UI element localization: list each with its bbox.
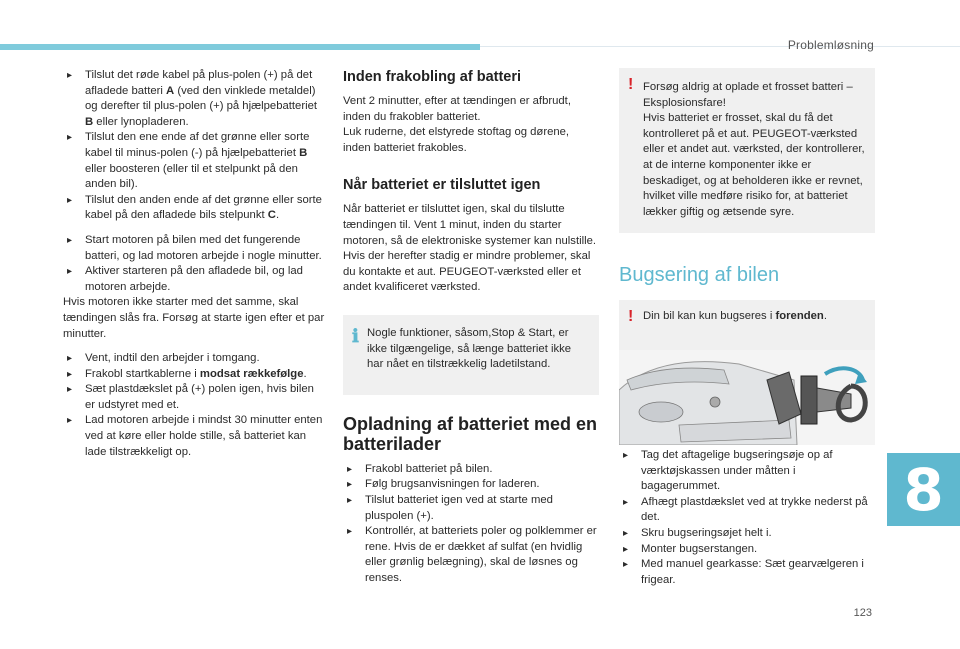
heading-before-disconnect: Inden frakobling af batteri: [343, 69, 522, 85]
paragraph: Luk ruderne, det elstyrede stoftag og dørene, inden batteriet frakobles.: [343, 126, 570, 154]
header-rule: [480, 46, 960, 47]
column-middle: [343, 66, 599, 586]
header-accent-bar: [0, 44, 480, 50]
restart-note: Hvis motoren ikke starter med det samme, skal tændingen slås fra. Forsøg at starte igen efter et par minutter.: [63, 296, 325, 340]
arrow-bullet-icon: ▸: [623, 496, 629, 508]
list-item: ▸ Tilslut den ene ende af det grønne eller sorte kabel til minus-polen (-) på hjælpebatteriet B eller boosteren (eller til et stelpunkt på den anden bil).: [67, 131, 310, 191]
arrow-bullet-icon: ▸: [347, 463, 353, 475]
arrow-bullet-icon: ▸: [67, 132, 73, 144]
list-item: ▸ Afhægt plastdækslet ved at trykke nederst på det.: [623, 495, 868, 524]
warning-text: Din bil kan kun bugseres i forenden.: [643, 310, 827, 323]
arrow-bullet-icon: ▸: [623, 559, 629, 571]
list-item: ▸ Følg brugsanvisningen for laderen.: [343, 477, 599, 493]
bullet-list-connect: [63, 68, 325, 224]
arrow-bullet-icon: ▸: [67, 266, 73, 278]
page-number: 123: [853, 607, 872, 619]
list-item: ▸ Tilslut det røde kabel på plus-polen (+) på det afladede batteri A (ved den vinklede metaldel) og derefter til plus-polen (+) på hjælpebatteriet B eller lynopladeren.: [67, 69, 318, 128]
arrow-bullet-icon: ▸: [67, 194, 73, 206]
list-item: ▸ Sæt plastdækslet på (+) polen igen, hvis bilen er udstyret med et.: [67, 383, 314, 411]
list-item: ▸ Aktiver starteren på den afladede bil, og lad motoren arbejde.: [67, 265, 303, 293]
arrow-bullet-icon: ▸: [67, 353, 73, 365]
towing-eye-illustration: [619, 350, 875, 445]
list-item: ▸ Frakobl startkablerne i modsat rækkefølge.: [63, 367, 325, 383]
arrow-bullet-icon: ▸: [67, 384, 73, 396]
bullet-list-charging: [343, 462, 599, 587]
paragraph: Vent 2 minutter, efter at tændingen er afbrudt, inden du frakobler batteriet.: [343, 95, 571, 123]
list-item: ▸ Tilslut batteriet igen ved at starte med pluspolen (+).: [347, 493, 553, 522]
list-item: ▸ Lad motoren arbejde i mindst 30 minutter enten ved at køre eller holde stille, så batteriet kan lade tilstrækkeligt op.: [67, 414, 323, 458]
column-right: [619, 68, 875, 350]
list-item: ▸ Start motoren på bilen med det fungerende batteri, og lad motoren arbejde i nogle minutter.: [67, 233, 322, 262]
chapter-tab: 8: [887, 453, 960, 526]
bullet-list-towing: [619, 448, 875, 588]
arrow-bullet-icon: ▸: [67, 368, 73, 380]
list-item: ▸ Monter bugserstangen.: [619, 542, 875, 558]
info-text: Nogle funktioner, såsom,Stop & Start, er ikke tilgængelige, så længe batteriet ikke har nået en tilstrækkelig ladetilstand.: [367, 326, 572, 371]
arrow-bullet-icon: ▸: [347, 479, 353, 491]
column-left: [63, 68, 325, 460]
arrow-bullet-icon: ▸: [623, 527, 629, 539]
arrow-bullet-icon: ▸: [67, 70, 73, 81]
bullet-list-start: [63, 233, 325, 295]
arrow-bullet-icon: ▸: [623, 543, 629, 555]
list-item: ▸ Vent, indtil den arbejder i tomgang.: [63, 351, 325, 367]
heading-towing: Bugsering af bilen: [619, 264, 780, 287]
list-item: ▸ Med manuel gearkasse: Sæt gearvælgeren i frigear.: [623, 558, 864, 586]
list-item: ▸ Tilslut den anden ende af det grønne eller sorte kabel på den afladede bils stelpunkt C.: [67, 193, 322, 222]
list-item: ▸ Skru bugseringsøjet helt i.: [619, 526, 875, 542]
section-title: Problemløsning: [787, 38, 874, 52]
bullet-list-finish: [63, 351, 325, 460]
arrow-bullet-icon: ▸: [623, 450, 629, 461]
exclamation-warning-icon: !: [628, 308, 634, 326]
towing-steps: [619, 448, 875, 588]
list-item: ▸ Frakobl batteriet på bilen.: [343, 462, 599, 478]
warning-box-frozen: [619, 68, 875, 233]
list-item: ▸ Tag det aftagelige bugseringsøje op af værktøjskassen under måtten i bagagerummet.: [623, 449, 833, 493]
arrow-bullet-icon: ▸: [67, 234, 73, 246]
warning-box-towing: [619, 300, 875, 350]
exclamation-warning-icon: !: [628, 76, 634, 93]
warning-line: Forsøg aldrig at oplade et frosset batteri – Eksplosionsfare!: [643, 81, 853, 109]
arrow-bullet-icon: ▸: [347, 526, 353, 538]
info-box: [343, 315, 599, 395]
arrow-bullet-icon: ▸: [67, 415, 73, 427]
paragraph: Når batteriet er tilsluttet igen, skal du tilslutte tændingen til. Vent 1 minut, inden du starter motoren, så de elektroniske systemer kan nulstille. Hvis der herefter stadig er mindre problemer, skal du kontakte et aut. PEUGEOT-værksted eller et andet kvalificeret værksted.: [343, 203, 597, 294]
arrow-bullet-icon: ▸: [347, 494, 353, 506]
heading-charging: Opladning af batteriet med en batterilader: [343, 413, 598, 454]
warning-line: Hvis batteriet er frosset, skal du få det kontrolleret på et aut. PEUGEOT-værksted eller et andet aut. værksted, der kontrollerer, at de interne komponenter ikke er beskadiget, og at beholderen ikke er revnet, hvilket ville medføre risiko for, at batteriet lækker giftig og ætsende syre.: [643, 112, 865, 218]
list-item: ▸ Kontrollér, at batteriets poler og polklemmer er rene. Hvis de er dækket af sulfat (en hvidlig eller grønlig belægning), skal de løsnes og renses.: [347, 525, 597, 584]
info-icon: ℹ: [352, 325, 359, 346]
heading-reconnected: Når batteriet er tilsluttet igen: [343, 177, 541, 194]
